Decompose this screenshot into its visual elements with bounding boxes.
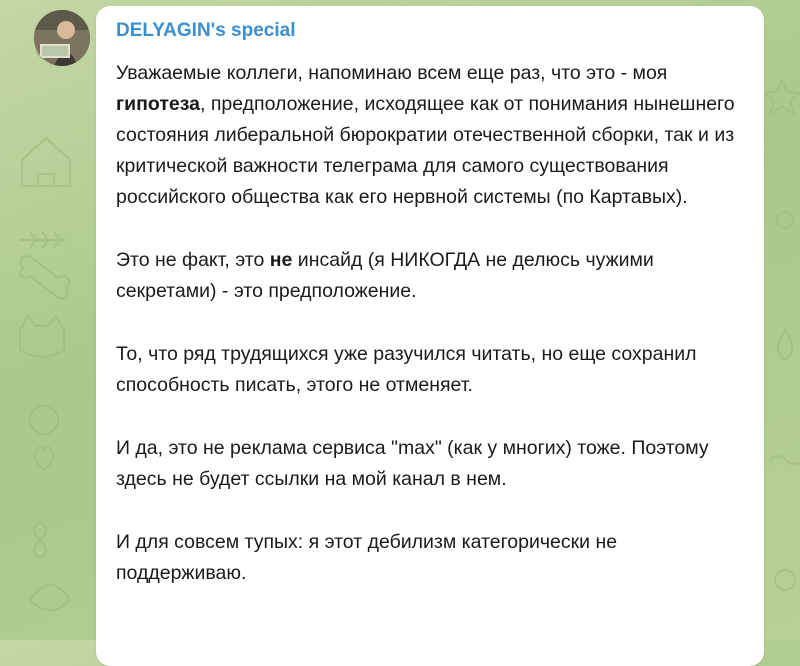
cat-doodle-icon: [20, 316, 64, 357]
message-paragraph: [116, 527, 751, 589]
drop-doodle-icon: [778, 330, 792, 360]
message-bubble: [96, 6, 764, 666]
ring-doodle-icon: [775, 570, 795, 590]
text-segment: , предположение, исходящее как от понимания нынешнего состояния либеральной бюрократии отечественной сборки, так и из критической важности телеграма для самого существования российского общества как его нервной системы (по Картавых).: [116, 93, 735, 208]
sender-name[interactable]: DELYAGIN's special: [116, 20, 296, 41]
avatar-image-icon: [34, 10, 90, 66]
dot-doodle-icon: [777, 212, 793, 228]
fish-bone-doodle-icon: [20, 232, 66, 248]
text-segment: И для совсем тупых: я этот дебилизм категорически не поддерживаю.: [116, 531, 618, 584]
message-text: [116, 58, 751, 621]
wave-doodle-icon: [770, 456, 800, 464]
channel-avatar[interactable]: [34, 10, 90, 66]
heart-doodle-icon: [34, 447, 54, 470]
text-segment: И да, это не реклама сервиса "max" (как у многих) тоже. Поэтому здесь не будет ссылки на мой канал в нем.: [116, 437, 709, 490]
text-segment: инсайд (я НИКОГДА не делюсь чужими секретами) - это предположение.: [116, 249, 654, 302]
message-paragraph: [116, 433, 751, 495]
star-doodle-icon: [764, 80, 800, 114]
bold-text-segment: не: [269, 249, 293, 271]
ball-doodle-icon: [30, 406, 58, 434]
bold-text-segment: гипотеза: [116, 93, 200, 115]
text-segment: Уважаемые коллеги, напоминаю всем еще раз, что это - моя: [116, 62, 668, 84]
house-doodle-icon: [22, 138, 70, 186]
text-segment: То, что ряд трудящихся уже разучился читать, но еще сохранил способность писать, этого не отменяет.: [116, 343, 697, 396]
leaf-doodle-icon: [30, 585, 70, 610]
bone-doodle-icon: [20, 256, 69, 298]
text-segment: Это не факт, это: [116, 249, 270, 271]
flower-doodle-icon: [34, 522, 46, 558]
message-paragraph: [116, 339, 751, 401]
message-paragraph: [116, 58, 751, 213]
message-paragraph: [116, 245, 751, 307]
